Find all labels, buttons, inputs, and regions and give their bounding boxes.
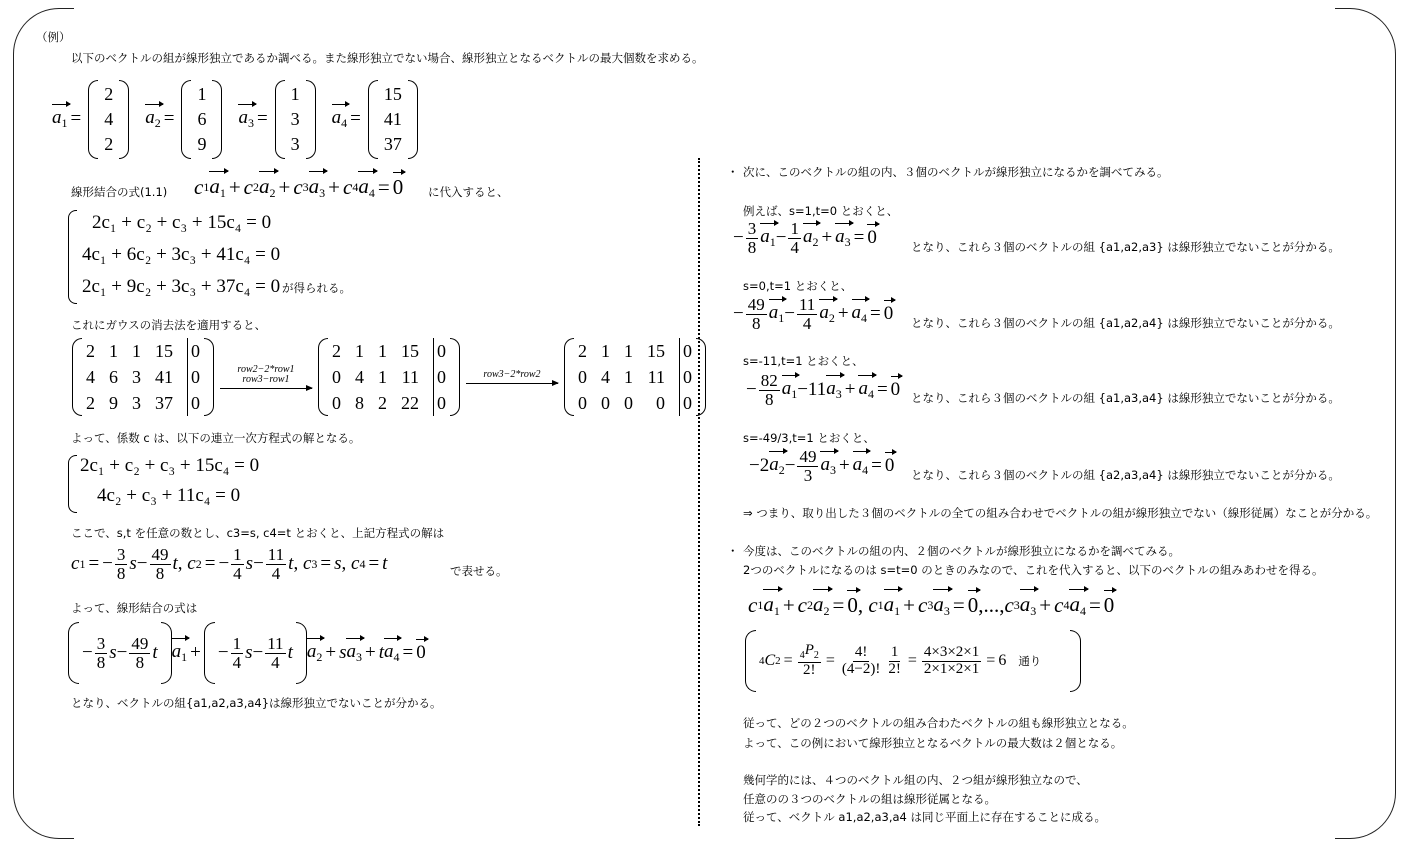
combination-count: 4 C 2 = $\frac{_4P_2}{2!}$ = $\frac{4!}{(4-2)!}$ $\frac{1}{2!}$ = $\frac{4\times 3\times 2\times 1}{2\times 1\times 2\times 1}$ = 6 通り bbox=[745, 630, 1081, 692]
matrix-step2: 2 1 1 15 0 0 4 1 11 0 0 0 0 0 0 bbox=[564, 338, 706, 416]
coef-text: よって、係数 c は、以下の連立一次方程式の解となる。 bbox=[71, 431, 361, 445]
combination-suffix: 通り bbox=[1018, 654, 1042, 668]
column-divider bbox=[698, 158, 700, 826]
left-conclusion: となり、ベクトルの組{a1,a2,a3,a4}は線形独立でないことが分かる。 bbox=[71, 696, 442, 710]
row-op-arrow-2: row3−2*row2 bbox=[466, 370, 558, 384]
lincomb-suffix: に代入すると、 bbox=[428, 185, 509, 199]
final-line-2: よって、この例において線形独立となるベクトルの最大数は２個となる。 bbox=[743, 736, 1123, 750]
case2-result: となり、これら３個のベクトルの組 {a1,a2,a4} は線形独立でないことが分かる。 bbox=[911, 316, 1340, 330]
case3-condition: s=-11,t=1 とおくと、 bbox=[743, 354, 864, 368]
lincomb-equation: c 1 $a_1$ + c 2 $a_2$ + c 3 $a_3$ + c 4 $a_4$ = 0 bbox=[194, 174, 404, 200]
system2-eq2: 4c₂ + c₃ + 11c₄ = 0 bbox=[97, 485, 241, 506]
vector-a2-label: $a_2$ bbox=[145, 107, 161, 130]
gauss-elimination bbox=[68, 336, 710, 418]
lincomb-label: 線形結合の式(1.1) bbox=[71, 185, 168, 199]
system1-suffix: が得られる。 bbox=[282, 281, 351, 295]
param-text: ここで、s,t を任意の数とし、c3=s, c4=t とおくと、上記方程式の解は bbox=[71, 526, 445, 540]
lincomb2-text: よって、線形結合の式は bbox=[71, 601, 198, 615]
solution-equation: c 1 = − $\frac{3}{8}$ s − $\frac{49}{8}$ t , c 2 = − $\frac{1}{4}$ s − $\frac{11}{4}$ t , c 3 = s , c 4 = t bbox=[71, 545, 388, 583]
case3-result: となり、これら３個のベクトルの組 {a1,a3,a4} は線形独立でないことが分かる。 bbox=[911, 391, 1340, 405]
bullet-2: ・ bbox=[727, 544, 739, 558]
matrix-initial: 2 1 1 15 0 4 6 3 41 0 2 9 3 37 0 bbox=[72, 338, 214, 416]
example-heading: （例） bbox=[36, 30, 71, 44]
case1-equation: − $\frac{3}{8}$ $a_1$ − $\frac{1}{4}$ $a_2$ + $a_3$ = 0 bbox=[733, 219, 877, 257]
system1-eq3: 2c₁ + 9c₂ + 3c₃ + 37c₄ = 0 bbox=[82, 276, 281, 297]
combination-result: 6 bbox=[998, 652, 1007, 669]
two-heading: 今度は、このベクトルの組の内、２個のベクトルが線形独立になるかを調べてみる。 bbox=[743, 544, 1180, 558]
case4-result: となり、これら３個のベクトルの組 {a2,a3,a4} は線形独立でないことが分かる。 bbox=[911, 468, 1340, 482]
lincomb2-equation: − $\frac{3}{8}$ s − $\frac{49}{8}$ t $a_1$ + − $\frac{1}{4}$ s − $\frac{11}{4}$ t $a_2$ + s $a_3$ + t $a_4$ = 0 bbox=[68, 622, 426, 684]
system2-eq1: 2c₁ + c₂ + c₃ + 15c₄ = 0 bbox=[80, 455, 260, 476]
vector-a4-label: $a_4$ bbox=[331, 107, 348, 130]
final-line-1: 従って、どの２つのベクトルの組み合わたベクトルの組も線形独立となる。 bbox=[743, 716, 1134, 730]
case1-result: となり、これら３個のベクトルの組 {a1,a2,a3} は線形独立でないことが分かる。 bbox=[911, 240, 1340, 254]
solution-suffix: で表せる。 bbox=[450, 564, 508, 578]
system1-eq1: 2c₁ + c₂ + c₃ + 15c₄ = 0 bbox=[92, 212, 272, 233]
system1-eq2: 4c₁ + 6c₂ + 3c₃ + 41c₄ = 0 bbox=[82, 244, 281, 265]
vector-a1-label: $a_1$ bbox=[52, 107, 68, 130]
system2-brace bbox=[68, 455, 77, 513]
case1-condition: 例えば、s=1,t=0 とおくと、 bbox=[743, 204, 899, 218]
case4-equation: −2 $a_2$ − $\frac{49}{3}$ $a_3$ + $a_4$ = 0 bbox=[749, 447, 895, 485]
vector-definitions: $a_1$ = 2 4 2 $a_2$ = 1 6 9 $a_3$ = 1 3 3 $a_4$ = 15 41 37 bbox=[52, 78, 422, 160]
two-subtext: 2つのベクトルになるのは s=t=0 のときのみなので、これを代入すると、以下のベクトルの組みあわせを得る。 bbox=[743, 563, 1324, 577]
final-line-5: 任意のの３つのベクトルの組は線形従属となる。 bbox=[743, 792, 996, 806]
intro-text: 以下のベクトルの組が線形独立であるか調べる。また線形独立でない場合、線形独立となるベクトルの最大個数を求める。 bbox=[71, 51, 704, 65]
gauss-text: これにガウスの消去法を適用すると、 bbox=[71, 318, 267, 332]
three-heading: 次に、このベクトルの組の内、３個のベクトルが線形独立になるかを調べてみる。 bbox=[743, 165, 1169, 179]
case2-condition: s=0,t=1 とおくと、 bbox=[743, 279, 853, 293]
final-line-4: 幾何学的には、４つのベクトル組の内、２つ組が線形独立なので、 bbox=[743, 773, 1088, 787]
three-conclusion: ⇒ つまり、取り出した３個のベクトルの全ての組み合わせでベクトルの組が線形独立でない（線形従属）なことが分かる。 bbox=[743, 506, 1378, 520]
case2-equation: − $\frac{49}{8}$ $a_1$ − $\frac{11}{4}$ $a_2$ + $a_4$ = 0 bbox=[733, 295, 894, 333]
case3-equation: − $\frac{82}{8}$ $a_1$ −11 $a_3$ + $a_4$ = 0 bbox=[746, 371, 901, 409]
row-op-arrow-1: row2−2*row1 row3−row1 bbox=[220, 365, 312, 389]
bullet-1: ・ bbox=[727, 165, 739, 179]
system1-brace bbox=[68, 210, 77, 304]
vector-a3-label: $a_3$ bbox=[238, 107, 254, 130]
matrix-step1: 2 1 1 15 0 0 4 1 11 0 0 8 2 22 0 bbox=[318, 338, 460, 416]
final-line-6: 従って、ベクトル a1,a2,a3,a4 は同じ平面上に存在することに成る。 bbox=[743, 810, 1106, 824]
pair-equations: c 1 $a_1$ + c 2 $a_2$ = 0 , c 1 $a_1$ + c 3 $a_3$ = 0 ,..., c 3 $a_3$ + c 4 $a_4$ = 0 bbox=[748, 592, 1115, 618]
case4-condition: s=-49/3,t=1 とおくと、 bbox=[743, 431, 875, 445]
frame-right-bracket bbox=[1335, 8, 1396, 839]
